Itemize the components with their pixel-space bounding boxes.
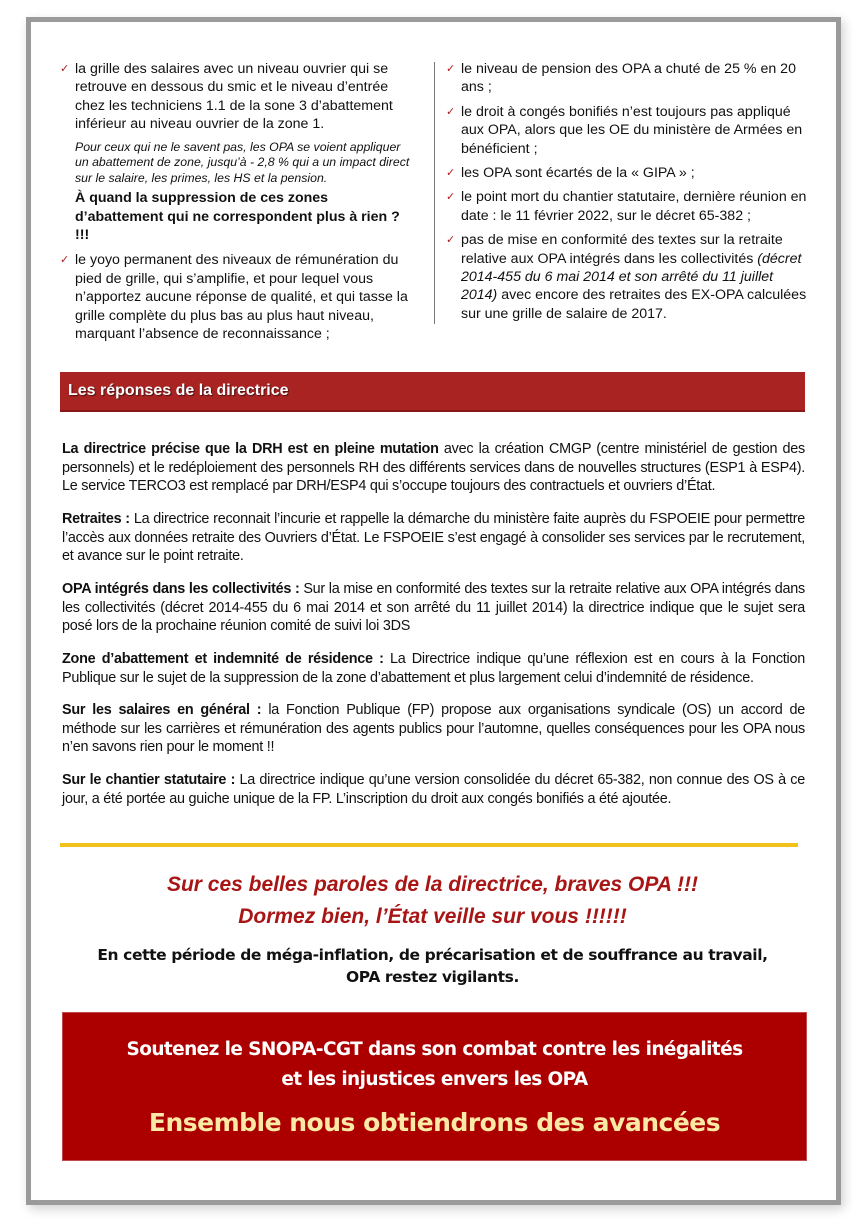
paragraph-text: La directrice indique qu’une version consolidée du décret 65-382, non connue des OS à ce jour, a été portée au guiche unique de la FP. L’inscription du droit aux congés bonifiés a été ajoutée. (62, 772, 805, 807)
paragraph-chantier-statutaire (62, 771, 805, 808)
check-icon: ✓ (446, 63, 456, 75)
paragraph-text: La directrice reconnait l’incurie et rappelle la démarche du ministère faite auprès du FSPOEIE pour permettre l’accès aux données retraite des Ouvriers d’État. Le FSPOEIE s’est engagé à consolider ses services par le recrutement, et avance sur le point retraite. (62, 511, 805, 565)
paragraph-text: La Directrice indique qu’une réflexion est en cours à la Fonction Publique sur le sujet de la suppression de la zone d’abattement et plus largement celui d’indemnité de résidence. (62, 651, 805, 686)
check-icon: ✓ (60, 63, 70, 75)
bullet-text: pas de mise en conformité des textes sur la retraite relative aux OPA intégrés dans les collectivités (461, 232, 783, 267)
bullet-text: le niveau de pension des OPA a chuté de 25 % en 20 ans ; (461, 61, 796, 96)
paragraph-opa-collectivites (62, 580, 805, 636)
call-to-action-box (62, 1012, 807, 1161)
slogan-line-1: Sur ces belles paroles de la directrice, braves OPA !!! (166, 873, 699, 896)
check-icon: ✓ (446, 234, 456, 247)
paragraph-lead: La directrice précise que la DRH est en pleine mutation (62, 441, 439, 458)
list-item (446, 231, 810, 323)
vigilance-line-1: En cette période de méga-inflation, de précarisation et de souffrance au travail, (97, 946, 768, 964)
check-icon: ✓ (446, 167, 456, 180)
list-item (446, 60, 810, 97)
right-column (446, 60, 810, 329)
paragraph-lead: Retraites : (62, 511, 130, 528)
bullet-text: le droit à congés bonifiés n’est toujours pas appliqué aux OPA, alors que les OE du ministère de Armées en bénéficient ; (461, 103, 803, 157)
paragraph-lead: Sur le chantier statutaire : (62, 772, 236, 789)
divider-rule (60, 843, 798, 847)
grievance-columns (60, 60, 810, 342)
paragraph-drh (62, 440, 805, 496)
question-callout: À quand la suppression de ces zones d’abattement qui ne correspondent plus à rien ? !!! (75, 190, 400, 243)
paragraph-lead: Zone d’abattement et indemnité de résidence : (62, 651, 384, 668)
zone-note: Pour ceux qui ne le savent pas, les OPA se voient appliquer un abattement de zone, jusqu’à - 2,8 % qui a un impact direct sur le salaire, les primes, les HS et la pension. (75, 139, 410, 185)
paragraph-salaires (62, 701, 805, 757)
list-item (60, 251, 412, 343)
paragraph-retraites (62, 510, 805, 566)
responses-body (62, 426, 805, 820)
cta-line-1: Soutenez le SNOPA-CGT dans son combat contre les inégalités (126, 1039, 743, 1060)
check-icon: ✓ (446, 105, 456, 118)
bullet-text: avec encore des retraites des EX-OPA calculées sur une grille de salaire de 2017. (461, 287, 807, 322)
check-icon: ✓ (446, 191, 456, 204)
list-item (60, 60, 412, 134)
section-title: Les réponses de la directrice (68, 382, 289, 399)
vigilance-line-2: OPA restez vigilants. (346, 968, 519, 986)
check-icon: ✓ (60, 254, 70, 267)
paragraph-zone-abattement (62, 650, 805, 687)
section-header (60, 372, 805, 412)
paragraph-lead: Sur les salaires en général : (62, 702, 262, 719)
cta-line-2: et les injustices envers les OPA (281, 1069, 588, 1090)
bullet-text: les OPA sont écartés de la « GIPA » ; (461, 165, 695, 182)
bullet-text: le point mort du chantier statutaire, dernière réunion en date : le 11 février 2022, sur le décret 65-382 ; (461, 189, 807, 224)
bullet-text: la grille des salaires avec un niveau ouvrier qui se retrouve en dessous du smic et le niveau d’entrée chez les techniciens 1.1 de la sone 3 d’abattement inférieur au niveau ouvrier de la zone 1. (75, 61, 393, 133)
paragraph-text: Sur la mise en conformité des textes sur la retraite relative aux OPA intégrés dans les collectivités (décret 2014-455 du 6 mai 2014 et son arrêté du 11 juillet 2014) la directrice indique que le sujet sera posé lors de la prochaine réunion comité de suivi loi 3DS (62, 581, 805, 635)
paragraph-lead: OPA intégrés dans les collectivités : (62, 581, 300, 598)
list-item (446, 188, 810, 225)
bullet-text: le yoyo permanent des niveaux de rémunération du pied de grille, qui s’amplifie, et pour lequel vous n’apportez aucune réponse de qualité, et qui tasse la grille complète du plus bas au plus haut niveau, marquant l’absence de reconnaissance ; (75, 252, 408, 342)
slogan-line-2: Dormez bien, l’État veille sur vous !!!!!! (238, 905, 627, 928)
list-item (446, 164, 810, 182)
cta-headline: Ensemble nous obtiendrons des avancées (148, 1108, 721, 1137)
vigilance-message (60, 944, 805, 988)
paragraph-text: avec la création CMGP (centre ministériel de gestion des personnels) et le redéploiement des personnels RH des différents services dans de nouvelles structures (ESP1 à ESP4). Le service TERCO3 est remplacé par DRH/ESP4 qui s’occupe toujours des contractuels et ouvriers d’État. (62, 441, 805, 495)
column-divider (434, 62, 435, 324)
list-item (446, 103, 810, 158)
paragraph-text: la Fonction Publique (FP) propose aux organisations syndicale (OS) un accord de méthode sur les carrières et rémunération des agents publics pour l’automne, quelles conséquences pour les OPA nous n’en savons rien pour le moment !! (62, 702, 805, 756)
decree-reference: (décret 2014-455 du 6 mai 2014 et son arrêté du 11 juillet 2014) (461, 250, 802, 304)
left-column (60, 60, 412, 349)
